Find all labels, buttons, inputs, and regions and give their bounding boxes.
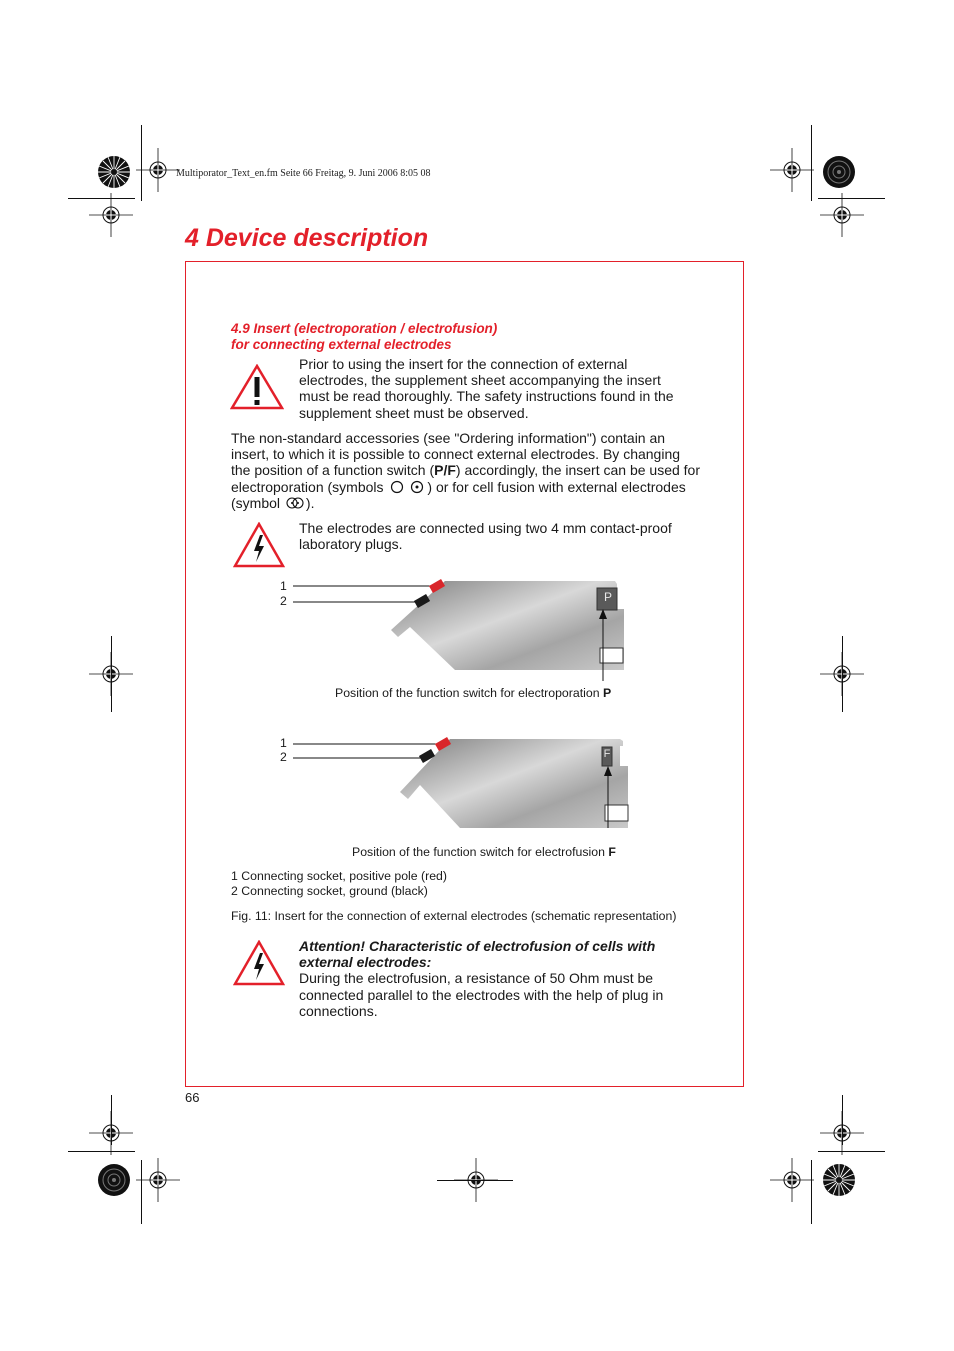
registration-mark-icon xyxy=(136,1158,180,1202)
fusion-symbol-icon xyxy=(286,496,304,510)
figure1-label-2: 2 xyxy=(280,594,287,608)
high-voltage-icon xyxy=(233,522,285,568)
chapter-title: 4 Device description xyxy=(185,224,429,252)
file-info-header: Multiporator_Text_en.fm Seite 66 Freitag, 9. Juni 2006 8:05 08 xyxy=(176,168,431,179)
section-title-line2: for connecting external electrodes xyxy=(231,337,452,352)
starburst-target-icon xyxy=(97,1163,131,1197)
switch-slash: / xyxy=(443,462,448,479)
high-voltage-icon xyxy=(233,940,285,986)
warning3-text: During the electrofusion, a resistance of 50 Ohm must be connected parallel to the electrodes with the help of plug in connections. xyxy=(299,970,664,1019)
warning1-text: Prior to using the insert for the connection of external electrodes, the supplement sheet accompanying the insert must be read thoroughly. The safety instructions found in the supplement sheet must be observed. xyxy=(299,356,674,421)
switch-p-label: P xyxy=(434,462,444,479)
circle-symbol-icon xyxy=(390,480,404,494)
section-title xyxy=(231,321,497,353)
figure1-caption-bold: P xyxy=(602,686,612,700)
warning-triangle-icon xyxy=(230,364,284,410)
figure2-caption xyxy=(352,845,616,861)
intro-paragraph xyxy=(231,430,701,511)
para-part2: ) accordingly, the insert can be used for electroporation (symbols xyxy=(231,462,700,495)
warning3-block xyxy=(299,938,694,1019)
legend-item-2: 2 Connecting socket, ground (black) xyxy=(231,884,428,898)
para-part1: The non-standard accessories (see "Ordering information") contain an insert, to which it is possible to connect external electrodes. By changing the position of a function switch ( xyxy=(231,430,681,479)
insert-diagram-f xyxy=(290,733,630,833)
figure2-label-2: 2 xyxy=(280,750,287,764)
para-part3: ) or for cell fusion with external electrodes (symbol xyxy=(231,478,686,511)
starburst-target-icon xyxy=(822,1163,856,1197)
warning3-title: Attention! Characteristic of electrofusion of cells with external electrodes: xyxy=(299,938,656,971)
page-number: 66 xyxy=(185,1090,200,1105)
registration-mark-icon xyxy=(89,193,133,237)
figure2-caption-bold: F xyxy=(608,845,616,859)
para-part4: ). xyxy=(305,494,315,511)
figure2-label-1: 1 xyxy=(280,736,287,750)
insert-diagram-p xyxy=(290,575,630,685)
switch-f-label: F xyxy=(447,462,456,479)
switch-letter-p: P xyxy=(603,590,612,604)
circle-dot-symbol-icon xyxy=(410,480,424,494)
figure1-caption-text: Position of the function switch for electroporation xyxy=(335,686,603,700)
warning2-text: The electrodes are connected using two 4 mm contact-proof laboratory plugs. xyxy=(299,520,672,553)
registration-mark-icon xyxy=(770,1158,814,1202)
legend-item-1: 1 Connecting socket, positive pole (red) xyxy=(231,869,447,883)
registration-mark-icon xyxy=(770,148,814,192)
switch-letter-f: F xyxy=(603,748,611,760)
figure1-caption xyxy=(335,686,611,702)
starburst-target-icon xyxy=(97,155,131,189)
registration-mark-icon xyxy=(820,193,864,237)
starburst-target-icon xyxy=(822,155,856,189)
figure2-caption-text: Position of the function switch for electrofusion xyxy=(352,845,609,859)
figure1-label-1: 1 xyxy=(280,579,287,593)
registration-mark-icon xyxy=(136,148,180,192)
section-title-line1: 4.9 Insert (electroporation / electrofusion) xyxy=(231,321,498,336)
figure-caption: Fig. 11: Insert for the connection of external electrodes (schematic representation) xyxy=(231,909,677,923)
